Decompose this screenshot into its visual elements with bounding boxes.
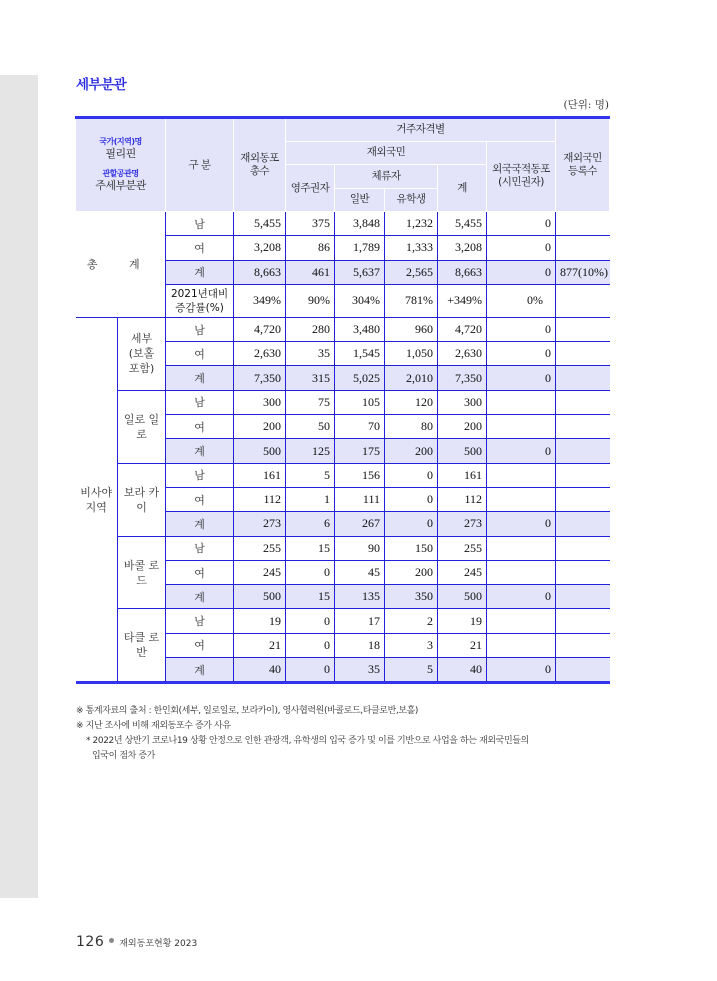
cell-students: 1,050 <box>385 342 438 366</box>
cell-students: 0 <box>385 512 438 536</box>
cell-subtotal: 19 <box>438 609 487 633</box>
cell-subtotal: 2,630 <box>438 342 487 366</box>
cell-registered <box>556 439 610 463</box>
publication-title: 재외동포현황 2023 <box>119 939 198 949</box>
rate-registered <box>556 284 610 317</box>
gender-cell: 여 <box>166 560 234 584</box>
cell-registered <box>556 415 610 439</box>
gender-cell: 남 <box>166 212 234 236</box>
cell-students: 150 <box>385 536 438 560</box>
note-source: ※ 통계자료의 출처 : 한인회(세부, 일로일로, 보라카이), 영사협력원(바콜로드,타클로반,보홀) <box>76 706 419 716</box>
cell-registered <box>556 536 610 560</box>
gender-cell: 여 <box>166 236 234 260</box>
cell-students: 200 <box>385 439 438 463</box>
cell-subtotal: 300 <box>438 390 487 414</box>
cell-registered <box>556 236 610 260</box>
cell-total: 7,350 <box>234 366 286 390</box>
cell-subtotal: 112 <box>438 487 487 511</box>
table-row <box>76 463 610 487</box>
header-permanent: 영주권자 <box>286 165 335 212</box>
region-label: 비사야 지역 <box>76 317 118 682</box>
cell-permanent: 375 <box>286 212 335 236</box>
rate-total: 349% <box>234 284 286 317</box>
note-detail: * 2022년 상반기 코로나19 상황 안정으로 인한 관광객, 유학생의 입국 증가 및 이를 기반으로 사업을 하는 재외국민들의 <box>86 736 529 746</box>
country-value: 필리핀 <box>105 147 136 160</box>
cell-foreign: 0 <box>487 512 556 536</box>
cell-foreign: 0 <box>487 658 556 683</box>
gender-cell: 남 <box>166 463 234 487</box>
table-row <box>76 390 610 414</box>
page-side-band <box>0 75 38 898</box>
header-corner <box>76 118 166 212</box>
office-label: 관할공관명 <box>102 169 139 178</box>
cell-permanent: 15 <box>286 585 335 609</box>
cell-total: 112 <box>234 487 286 511</box>
cell-general: 1,789 <box>335 236 385 260</box>
cell-permanent: 461 <box>286 260 335 284</box>
group-label: 바콜 로드 <box>118 536 166 609</box>
cell-general: 111 <box>335 487 385 511</box>
cell-general: 105 <box>335 390 385 414</box>
table-row <box>76 317 610 341</box>
cell-general: 70 <box>335 415 385 439</box>
cell-foreign: 0 <box>487 236 556 260</box>
group-label: 세부 (보홀 포함) <box>118 317 166 390</box>
header-foreign-nationals: 외국국적동포 (시민권자) <box>487 141 556 212</box>
cell-students: 1,333 <box>385 236 438 260</box>
cell-permanent: 125 <box>286 439 335 463</box>
header-general: 일반 <box>335 188 385 212</box>
rate-permanent: 90% <box>286 284 335 317</box>
cell-foreign <box>487 390 556 414</box>
cell-general: 35 <box>335 658 385 683</box>
cell-permanent: 15 <box>286 536 335 560</box>
statistics-table <box>75 116 610 684</box>
cell-foreign <box>487 560 556 584</box>
cell-foreign <box>487 415 556 439</box>
country-label: 국가(지역)명 <box>99 137 142 146</box>
cell-students: 80 <box>385 415 438 439</box>
cell-subtotal: 40 <box>438 658 487 683</box>
group-label: 보라 카이 <box>118 463 166 536</box>
gender-cell: 계 <box>166 512 234 536</box>
cell-foreign <box>487 463 556 487</box>
cell-students: 5 <box>385 658 438 683</box>
cell-registered <box>556 463 610 487</box>
header-registered: 재외국민 등록수 <box>556 118 610 212</box>
table-row <box>76 536 610 560</box>
cell-permanent: 86 <box>286 236 335 260</box>
cell-registered <box>556 317 610 341</box>
header-sojourners: 체류자 <box>335 165 438 189</box>
cell-students: 960 <box>385 317 438 341</box>
section-title: 세부분관 <box>76 77 127 93</box>
cell-subtotal: 4,720 <box>438 317 487 341</box>
total-section-label: 총 계 <box>76 212 166 318</box>
footnotes <box>76 704 529 764</box>
office-value: 주세부분관 <box>95 179 146 192</box>
note-detail-cont: 입국이 점차 증가 <box>92 751 155 761</box>
cell-total: 500 <box>234 585 286 609</box>
rate-general: 304% <box>335 284 385 317</box>
group-label: 일로 일로 <box>118 390 166 463</box>
rate-label: 2021년대비 증감률(%) <box>166 284 234 317</box>
rate-students: 781% <box>385 284 438 317</box>
cell-permanent: 35 <box>286 342 335 366</box>
cell-permanent: 0 <box>286 658 335 683</box>
gender-cell: 남 <box>166 317 234 341</box>
cell-subtotal: 8,663 <box>438 260 487 284</box>
cell-students: 2 <box>385 609 438 633</box>
gender-cell: 남 <box>166 609 234 633</box>
header-total-overseas: 재외동포 총수 <box>234 118 286 212</box>
cell-general: 156 <box>335 463 385 487</box>
cell-general: 5,637 <box>335 260 385 284</box>
cell-general: 3,480 <box>335 317 385 341</box>
cell-foreign: 0 <box>487 366 556 390</box>
header-category: 구 분 <box>166 118 234 212</box>
cell-subtotal: 255 <box>438 536 487 560</box>
cell-registered <box>556 342 610 366</box>
cell-registered <box>556 560 610 584</box>
cell-students: 3 <box>385 633 438 657</box>
cell-foreign: 0 <box>487 585 556 609</box>
gender-cell: 계 <box>166 585 234 609</box>
cell-subtotal: 5,455 <box>438 212 487 236</box>
cell-foreign <box>487 536 556 560</box>
cell-subtotal: 21 <box>438 633 487 657</box>
cell-total: 161 <box>234 463 286 487</box>
header-residence-status: 거주자격별 <box>286 118 556 142</box>
cell-foreign: 0 <box>487 439 556 463</box>
cell-total: 5,455 <box>234 212 286 236</box>
cell-total: 273 <box>234 512 286 536</box>
cell-foreign <box>487 633 556 657</box>
rate-subtotal: +349% <box>438 284 487 317</box>
cell-total: 255 <box>234 536 286 560</box>
cell-total: 245 <box>234 560 286 584</box>
cell-subtotal: 500 <box>438 439 487 463</box>
cell-permanent: 0 <box>286 633 335 657</box>
cell-general: 45 <box>335 560 385 584</box>
note-increase-reason: ※ 지난 조사에 비해 재외동포수 증가 사유 <box>76 721 231 731</box>
gender-cell: 남 <box>166 536 234 560</box>
cell-foreign: 0 <box>487 212 556 236</box>
cell-total: 8,663 <box>234 260 286 284</box>
cell-foreign <box>487 609 556 633</box>
cell-permanent: 280 <box>286 317 335 341</box>
gender-cell: 여 <box>166 415 234 439</box>
cell-students: 2,010 <box>385 366 438 390</box>
cell-registered <box>556 390 610 414</box>
cell-general: 175 <box>335 439 385 463</box>
cell-subtotal: 200 <box>438 415 487 439</box>
rate-foreign: 0% <box>487 284 556 317</box>
cell-registered <box>556 609 610 633</box>
cell-total: 2,630 <box>234 342 286 366</box>
gender-cell: 계 <box>166 260 234 284</box>
cell-permanent: 0 <box>286 560 335 584</box>
gender-cell: 계 <box>166 658 234 683</box>
gender-cell: 계 <box>166 439 234 463</box>
gender-cell: 여 <box>166 342 234 366</box>
table-header <box>76 118 610 212</box>
table-body <box>76 212 610 683</box>
cell-registered <box>556 512 610 536</box>
cell-students: 0 <box>385 487 438 511</box>
cell-foreign: 0 <box>487 317 556 341</box>
cell-registered <box>556 212 610 236</box>
cell-general: 18 <box>335 633 385 657</box>
cell-subtotal: 161 <box>438 463 487 487</box>
cell-registered <box>556 487 610 511</box>
cell-general: 135 <box>335 585 385 609</box>
gender-cell: 계 <box>166 366 234 390</box>
cell-registered <box>556 585 610 609</box>
group-label: 타클 로반 <box>118 609 166 683</box>
cell-subtotal: 7,350 <box>438 366 487 390</box>
cell-students: 1,232 <box>385 212 438 236</box>
cell-students: 0 <box>385 463 438 487</box>
cell-general: 5,025 <box>335 366 385 390</box>
cell-general: 90 <box>335 536 385 560</box>
cell-students: 2,565 <box>385 260 438 284</box>
cell-permanent: 75 <box>286 390 335 414</box>
cell-subtotal: 3,208 <box>438 236 487 260</box>
table-row <box>76 609 610 633</box>
gender-cell: 여 <box>166 633 234 657</box>
cell-subtotal: 500 <box>438 585 487 609</box>
page-number: 126 <box>76 934 105 950</box>
cell-total: 19 <box>234 609 286 633</box>
cell-total: 3,208 <box>234 236 286 260</box>
gender-cell: 남 <box>166 390 234 414</box>
cell-general: 267 <box>335 512 385 536</box>
cell-registered <box>556 633 610 657</box>
cell-permanent: 6 <box>286 512 335 536</box>
cell-foreign: 0 <box>487 260 556 284</box>
unit-label: (단위: 명) <box>563 99 609 111</box>
cell-total: 300 <box>234 390 286 414</box>
cell-permanent: 0 <box>286 609 335 633</box>
cell-total: 40 <box>234 658 286 683</box>
header-students: 유학생 <box>385 188 438 212</box>
cell-registered: 877(10%) <box>556 260 610 284</box>
cell-subtotal: 273 <box>438 512 487 536</box>
header-subtotal: 계 <box>438 165 487 212</box>
cell-foreign: 0 <box>487 342 556 366</box>
cell-permanent: 50 <box>286 415 335 439</box>
cell-students: 120 <box>385 390 438 414</box>
cell-permanent: 1 <box>286 487 335 511</box>
bullet-icon <box>109 938 114 943</box>
cell-permanent: 5 <box>286 463 335 487</box>
table-row <box>76 212 610 236</box>
cell-total: 200 <box>234 415 286 439</box>
cell-general: 17 <box>335 609 385 633</box>
cell-total: 21 <box>234 633 286 657</box>
cell-total: 4,720 <box>234 317 286 341</box>
cell-general: 3,848 <box>335 212 385 236</box>
cell-students: 350 <box>385 585 438 609</box>
header-nationals: 재외국민 <box>286 141 487 165</box>
cell-students: 200 <box>385 560 438 584</box>
cell-subtotal: 245 <box>438 560 487 584</box>
cell-permanent: 315 <box>286 366 335 390</box>
page-footer <box>76 934 197 950</box>
cell-general: 1,545 <box>335 342 385 366</box>
gender-cell: 여 <box>166 487 234 511</box>
cell-registered <box>556 658 610 683</box>
cell-foreign <box>487 487 556 511</box>
cell-total: 500 <box>234 439 286 463</box>
cell-registered <box>556 366 610 390</box>
